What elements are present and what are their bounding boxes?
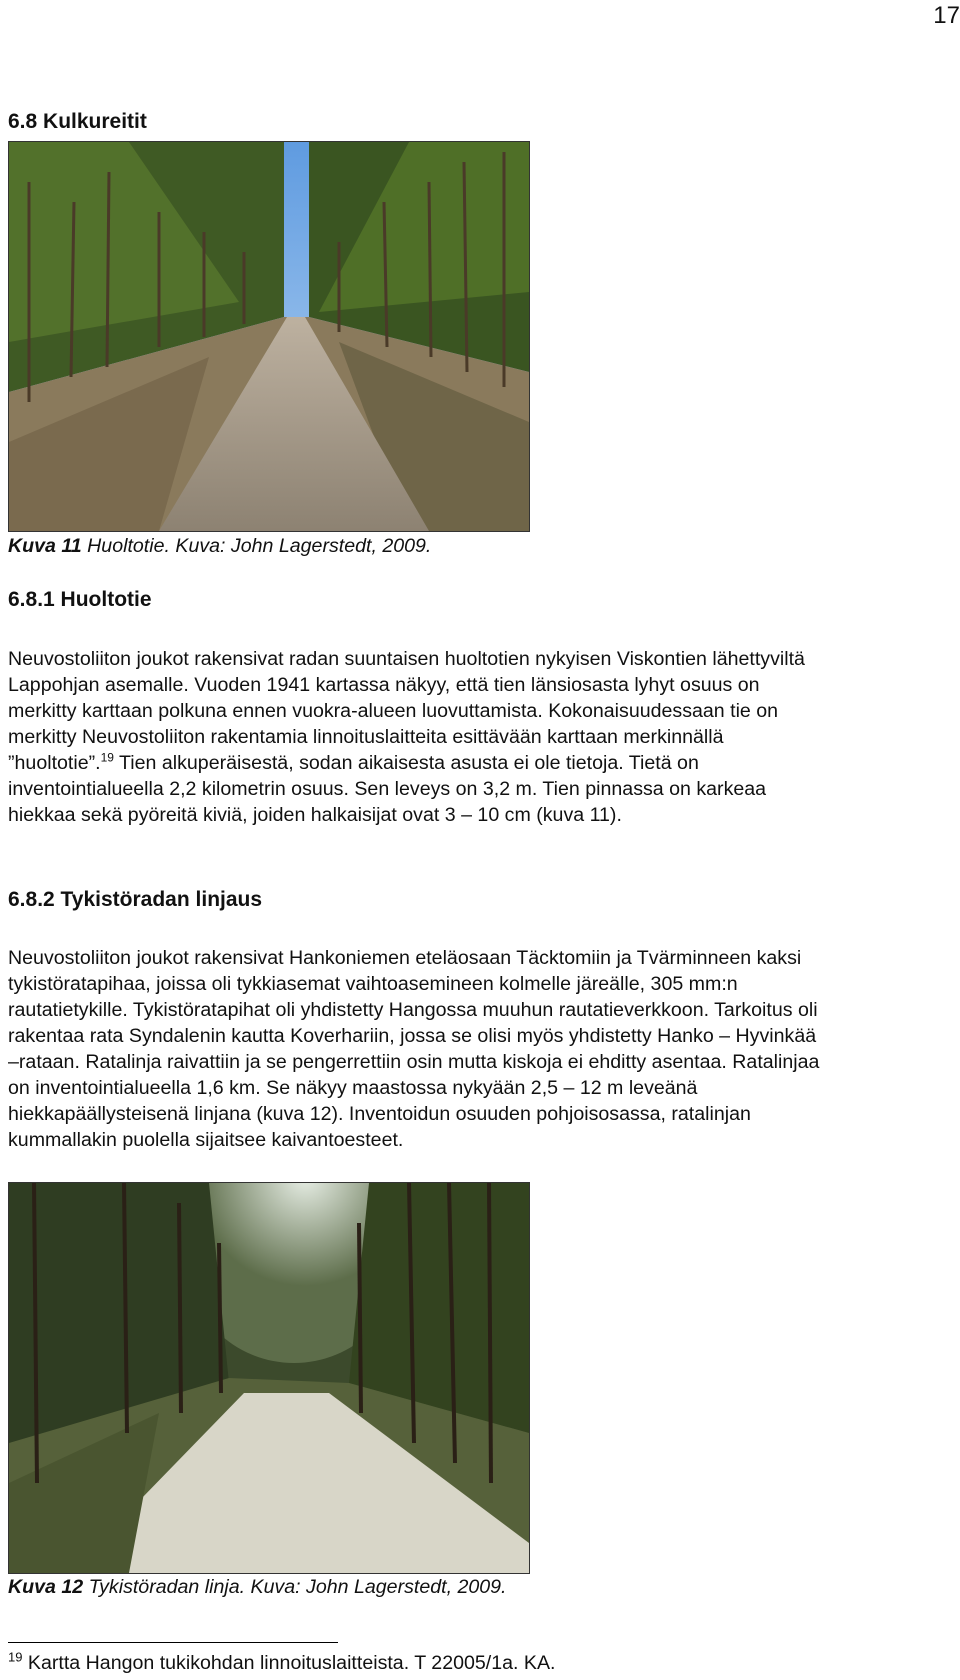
photo-service-road xyxy=(8,141,530,532)
section-title: 6.8 Kulkureitit xyxy=(8,110,147,133)
paragraph-line: kummallakin puolella sijaitsee kaivantoesteet. xyxy=(8,1129,404,1151)
paragraph-line: hiekkaa sekä pyöreitä kiviä, joiden halkaisijat ovat 3 – 10 cm (kuva 11). xyxy=(8,804,622,826)
figure-12-text: Tykistöradan linja. Kuva: John Lagerstedt, 2009. xyxy=(88,1576,507,1598)
footnote xyxy=(8,1649,556,1675)
quoted-term: ”huoltotie”. xyxy=(8,752,101,774)
figure-12-caption xyxy=(8,1576,507,1599)
railway-line-image xyxy=(9,1183,529,1573)
subsection-title: 6.8.1 Huoltotie xyxy=(8,588,152,611)
photo-railway-line xyxy=(8,1182,530,1574)
paragraph-line: Neuvostoliiton joukot rakensivat Hankoniemen eteläosaan Täcktomiin ja Tvärminneen kaksi xyxy=(8,947,802,969)
footnote-ref[interactable]: 19 xyxy=(100,750,114,765)
paragraph-line: –rataan. Ratalinja raivattiin ja se pengerrettiin osin mutta kiskoja ei ehditty asentaa. Ratalinjaa xyxy=(8,1051,820,1073)
paragraph-text: Tien alkuperäisestä, sodan aikaisesta asusta ei ole tietoja. Tietä on xyxy=(113,752,699,774)
paragraph-line: tykistöratapihaa, joissa oli tykkiasemat vaihtoasemineen kolmelle järeälle, 305 mm:n xyxy=(8,973,738,995)
page-number: 17 xyxy=(933,2,960,29)
footnote-number: 19 xyxy=(8,1649,23,1665)
figure-11-caption xyxy=(8,535,431,558)
paragraph-line: rautatietykille. Tykistöratapihat oli yhdistetty Hangossa muuhun rautatieverkkoon. Tarkoitus oli xyxy=(8,999,818,1021)
paragraph-huoltotie xyxy=(8,646,954,828)
figure-12-label: Kuva 12 xyxy=(8,1576,84,1598)
paragraph-line: rakentaa rata Syndalenin kautta Koverhariin, jossa se olisi myös yhdistetty Hanko – Hyvinkää xyxy=(8,1025,817,1047)
footnote-text: Kartta Hangon tukikohdan linnoituslaitteista. T 22005/1a. KA. xyxy=(27,1652,556,1674)
paragraph-line: Neuvostoliiton joukot rakensivat radan suuntaisen huoltotien nykyisen Viskontien lähettyviltä xyxy=(8,648,805,670)
paragraph-line: hiekkapäällysteisenä linjana (kuva 12). Inventoidun osuuden pohjoisosassa, ratalinjan xyxy=(8,1103,751,1125)
paragraph-line: inventointialueella 2,2 kilometrin osuus. Sen leveys on 3,2 m. Tien pinnassa on karkeaa xyxy=(8,778,767,800)
footnote-divider xyxy=(8,1642,338,1643)
paragraph-line: Lappohjan asemalle. Vuoden 1941 kartassa näkyy, että tien länsiosasta lyhyt osuus on xyxy=(8,674,760,696)
subsection-title: 6.8.2 Tykistöradan linjaus xyxy=(8,888,263,911)
paragraph-line: merkitty karttaan polkuna ennen vuokra-alueen luovuttamista. Kokonaisuudessaan tie on xyxy=(8,700,779,722)
figure-11-label: Kuva 11 xyxy=(8,535,82,557)
paragraph-line: merkitty Neuvostoliiton rakentamia linnoituslaitteita esittävään karttaan merkinnällä xyxy=(8,726,724,748)
service-road-image xyxy=(9,142,529,531)
paragraph-line xyxy=(8,750,954,776)
figure-11-text: Huoltotie. Kuva: John Lagerstedt, 2009. xyxy=(87,535,432,557)
paragraph-line: on inventointialueella 1,6 km. Se näkyy maastossa nykyään 2,5 – 12 m leveänä xyxy=(8,1077,698,1099)
paragraph-tykistorata xyxy=(8,945,954,1153)
